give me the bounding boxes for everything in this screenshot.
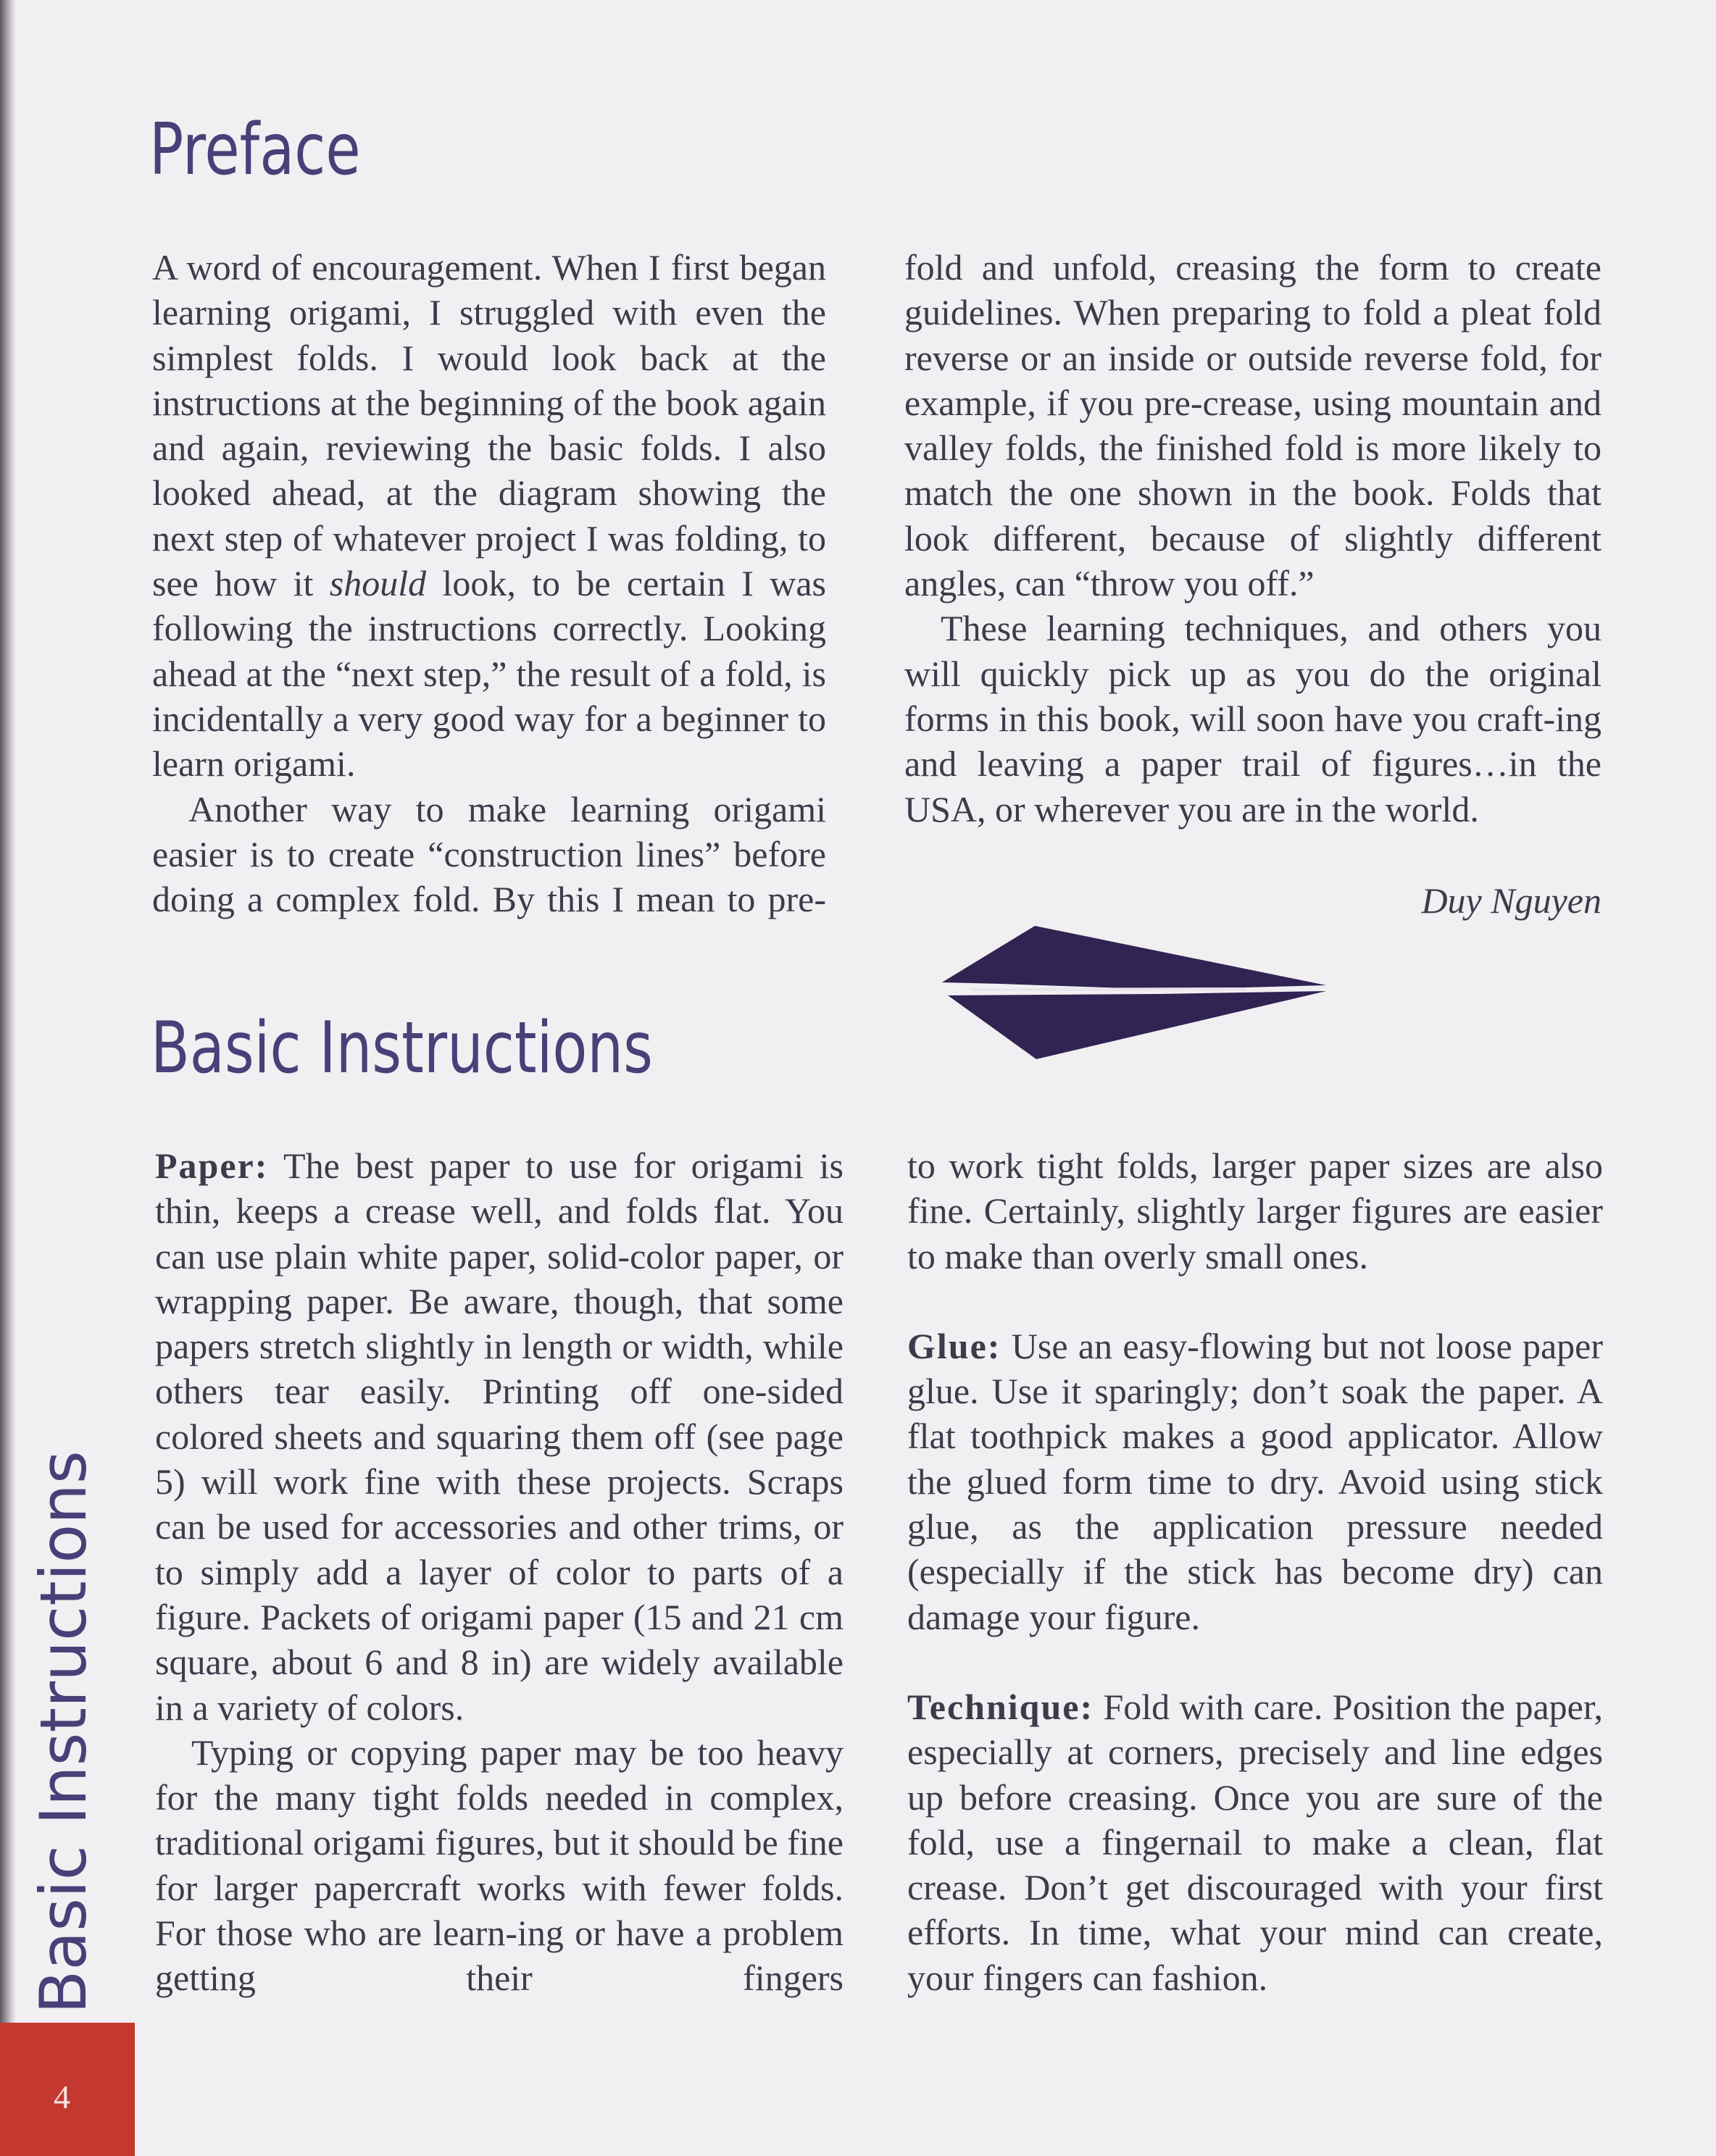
emphasis-should: should	[329, 563, 427, 604]
paper-continuation: to work tight folds, larger paper sizes are also fine. Certainly, slightly larger figures are easier to make than overly small ones.	[907, 1145, 1603, 1277]
page-spine-shadow	[0, 0, 16, 2156]
preface-heading: Preface	[149, 109, 361, 191]
preface-paragraph-4: These learning techniques, and others you will quickly pick up as you do the original forms in this book, will soon have you craft-ing and leaving a paper trail of figures…in the USA, or wherever you are in the world.	[904, 608, 1602, 830]
basic-instructions-left-column	[155, 1143, 844, 2001]
paper-paragraph: Paper: The best paper to use for origami is thin, keeps a crease well, and folds flat. You can use plain white paper, solid-color paper, or wrapping paper. Be aware, though, that some papers stretch slightly in length or width, while others tear easily. Printing off one-sided colored sheets and squaring them off (see page 5) will work fine with these projects. Scraps can be used for accessories and other trims, or to simply add a layer of color to parts of a figure. Packets of origami paper (15 and 21 cm square, about 6 and 8 in) are widely available in a variety of colors.	[155, 1145, 844, 1728]
dart-lower-flap	[948, 991, 1326, 1059]
basic-instructions-heading: Basic Instructions	[151, 1007, 653, 1090]
paper-term: Paper:	[155, 1145, 269, 1186]
preface-paragraph-2: Another way to make learning origami easier is to create “construction lines” before doing a complex fold. By this I mean to pre-	[152, 788, 826, 920]
section-side-label: Basic Instructions	[26, 1450, 101, 2014]
origami-dart-figure	[942, 920, 1326, 1065]
preface-paragraph-3: fold and unfold, creasing the form to create guidelines. When preparing to fold a pleat fold reverse or an inside or outside reverse fold, for example, if you pre-crease, using mountain and valley folds, the finished fold is more likely to match the one shown in the book. Folds that look different, because of slightly different angles, can “throw you off.”	[904, 247, 1602, 604]
glue-paragraph: Glue: Use an easy-flowing but not loose paper glue. Use it sparingly; don’t soak the paper. A flat toothpick makes a good applicator. Allow the glued form time to dry. Avoid using stick glue, as the application pressure needed (especially if the stick has become dry) can damage your figure.	[907, 1325, 1603, 1637]
dart-upper-flap	[942, 926, 1326, 990]
basic-instructions-right-column	[907, 1143, 1603, 2000]
page-number: 4	[54, 2078, 70, 2115]
glue-term: Glue:	[907, 1325, 1001, 1366]
preface-right-column	[904, 245, 1602, 832]
technique-term: Technique:	[907, 1686, 1094, 1727]
preface-paragraph-1: A word of encouragement. When I first began learning origami, I struggled with even the simplest folds. I would look back at the instructions at the beginning of the book again and again, reviewing the basic folds. I also looked ahead, at the diagram showing the next step of whatever project I was folding, to see how it should look, to be certain I was following the instructions correctly. Looking ahead at the “next step,” the result of a fold, is incidentally a very good way for a beginner to learn origami.	[152, 247, 826, 785]
technique-paragraph: Technique: Fold with care. Position the paper, especially at corners, precisely and line edges up before creasing. Once you are sure of the fold, use a fingernail to make a clean, flat crease. Don’t get discouraged with your first efforts. In time, what your mind can create, your fingers can fashion.	[907, 1686, 1603, 1998]
author-signature: Duy Nguyen	[1421, 880, 1602, 921]
paper-paragraph-2: Typing or copying paper may be too heavy for the many tight folds needed in complex, traditional origami figures, but it should be fine for larger papercraft works with fewer folds. For those who are learn-ing or have a problem getting their fingers	[155, 1731, 844, 1999]
preface-left-column	[152, 245, 826, 922]
dart-center-slit	[971, 987, 1246, 991]
